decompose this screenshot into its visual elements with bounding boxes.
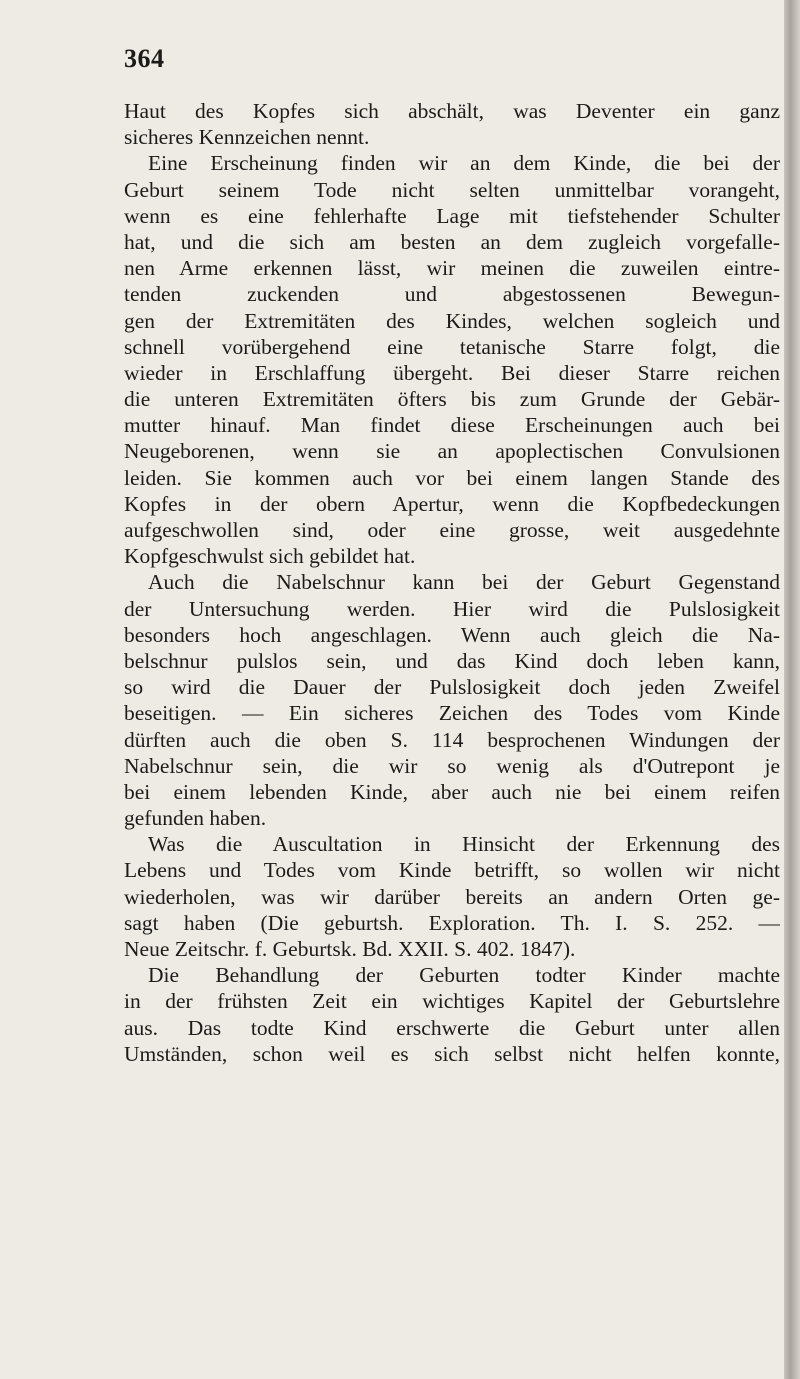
text-line: Haut des Kopfes sich abschält, was Deventer ein ganz	[124, 99, 780, 123]
text-line: Umständen, schon weil es sich selbst nicht helfen konnte,	[124, 1041, 780, 1066]
text-line: der Untersuchung werden. Hier wird die Pulslosigkeit	[124, 596, 780, 621]
text-line: Was die Auscultation in Hinsicht der Erkennung des	[148, 832, 780, 857]
text-line: sagt haben (Die geburtsh. Exploration. Th. I. S. 252. —	[124, 910, 780, 935]
text-line: leiden. Sie kommen auch vor bei einem langen Stande des	[124, 465, 780, 490]
text-line: Kopfgeschwulst sich gebildet hat.	[124, 544, 416, 569]
text-line: Lebens und Todes vom Kinde betrifft, so wollen wir nicht	[124, 858, 780, 883]
text-line: wiederholen, was wir darüber bereits an andern Orten ge-	[124, 884, 780, 909]
text-line: Nabelschnur sein, die wir so wenig als d'Outrepont je	[124, 753, 780, 778]
text-line: Geburt seinem Tode nicht selten unmittelbar vorangeht,	[124, 177, 780, 202]
text-line: Auch die Nabelschnur kann bei der Geburt Gegenstand	[148, 570, 780, 595]
text-line: aufgeschwollen sind, oder eine grosse, weit ausgedehnte	[124, 518, 780, 542]
text-line: Neue Zeitschr. f. Geburtsk. Bd. XXII. S. 402. 1847).	[124, 937, 576, 961]
text-line: dürften auch die oben S. 114 besprochenen Windungen der	[124, 727, 780, 752]
text-line: bei einem lebenden Kinde, aber auch nie bei einem reifen	[124, 779, 780, 804]
text-line: mutter hinauf. Man findet diese Erscheinungen auch bei	[124, 413, 780, 438]
text-line: Die Behandlung der Geburten todter Kinder machte	[148, 963, 780, 988]
text-line: Kopfes in der obern Apertur, wenn die Kopfbedeckungen	[124, 491, 780, 516]
text-line: belschnur pulslos sein, und das Kind doch leben kann,	[124, 648, 780, 673]
text-line: tenden zuckenden und abgestossenen Bewegun-	[124, 282, 780, 307]
text-line: wieder in Erschlaffung übergeht. Bei dieser Starre reichen	[124, 360, 780, 385]
text-line: so wird die Dauer der Pulslosigkeit doch jeden Zweifel	[124, 675, 780, 700]
text-line: die unteren Extremitäten öfters bis zum Grunde der Gebär-	[124, 387, 780, 412]
text-line: schnell vorübergehend eine tetanische Starre folgt, die	[124, 334, 780, 359]
text-line: Eine Erscheinung finden wir an dem Kinde, die bei der	[148, 151, 780, 176]
text-line: wenn es eine fehlerhafte Lage mit tiefstehender Schulter	[124, 203, 780, 228]
page-number: 364	[124, 44, 165, 73]
text-line: Neugeborenen, wenn sie an apoplectischen Convulsionen	[124, 439, 780, 464]
text-line: besonders hoch angeschlagen. Wenn auch gleich die Na-	[124, 622, 780, 647]
text-line: hat, und die sich am besten an dem zugleich vorgefalle-	[124, 229, 780, 254]
text-line: gefunden haben.	[124, 806, 267, 831]
text-line: sicheres Kennzeichen nennt.	[124, 125, 370, 150]
text-line: beseitigen. — Ein sicheres Zeichen des Todes vom Kinde	[124, 701, 780, 726]
body-text	[124, 98, 780, 1067]
text-line: gen der Extremitäten des Kindes, welchen sogleich und	[124, 308, 780, 333]
text-line: nen Arme erkennen lässt, wir meinen die zuweilen eintre-	[124, 256, 780, 281]
page-edge	[784, 0, 800, 1379]
text-line: aus. Das todte Kind erschwerte die Geburt unter allen	[124, 1015, 780, 1040]
text-line: in der frühsten Zeit ein wichtiges Kapitel der Geburtslehre	[124, 989, 780, 1014]
